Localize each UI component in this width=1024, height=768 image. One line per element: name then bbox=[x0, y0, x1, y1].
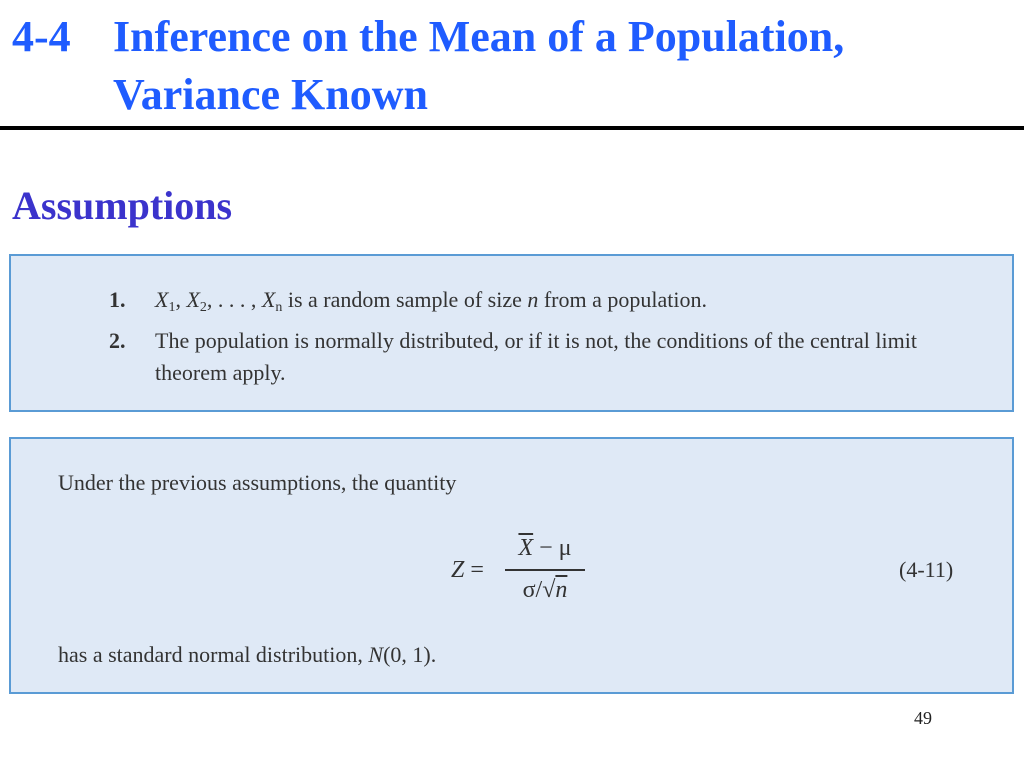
result-conclusion bbox=[58, 639, 436, 671]
sub-2: 2 bbox=[199, 300, 207, 315]
section-number: 4-4 bbox=[12, 12, 71, 61]
z-formula bbox=[11, 529, 1012, 609]
item-number: 1. bbox=[109, 287, 126, 312]
sqrt-n: n bbox=[555, 577, 568, 603]
sub-n: n bbox=[275, 300, 283, 315]
z-var: Z bbox=[451, 557, 465, 583]
normal-args: (0, 1). bbox=[383, 642, 437, 667]
x-bar: $\overline{X}$ bbox=[518, 535, 534, 561]
sample-size: n bbox=[527, 287, 539, 312]
normal-N: N bbox=[368, 642, 384, 667]
fraction-bar bbox=[505, 569, 585, 571]
assumptions-box bbox=[9, 254, 1014, 412]
ellipsis: , . . . , bbox=[206, 287, 262, 312]
denominator bbox=[505, 575, 585, 605]
item-text-a: is a random sample of size bbox=[282, 287, 528, 312]
assumptions-heading: Assumptions bbox=[12, 183, 233, 228]
sub-1: 1 bbox=[168, 300, 176, 315]
item-text-b: from a population. bbox=[538, 287, 707, 312]
sample-var-1: X bbox=[155, 287, 169, 312]
sample-var-2: X bbox=[186, 287, 200, 312]
equals-sign: = bbox=[464, 557, 484, 583]
page-number: 49 bbox=[914, 708, 932, 728]
item-text bbox=[155, 284, 985, 316]
page-title: Inference on the Mean of a Population, Variance Known bbox=[113, 12, 845, 119]
conclusion-text: has a standard normal distribution, bbox=[58, 642, 369, 667]
result-intro: Under the previous assumptions, the quantity bbox=[58, 470, 457, 495]
title-divider bbox=[0, 126, 1024, 130]
item-text: The population is normally distributed, or if it is not, the conditions of the central limit theorem apply. bbox=[155, 328, 917, 385]
minus-mu: − μ bbox=[533, 535, 572, 561]
sigma-over-sqrt: σ/√ bbox=[522, 577, 556, 603]
item-number: 2. bbox=[109, 328, 126, 353]
formula-lhs bbox=[451, 555, 484, 585]
numerator bbox=[505, 533, 585, 563]
equation-number: (4-11) bbox=[899, 557, 954, 582]
result-box bbox=[9, 437, 1014, 694]
separator: , bbox=[175, 287, 187, 312]
fraction bbox=[505, 529, 585, 609]
sample-var-n: X bbox=[261, 287, 276, 312]
